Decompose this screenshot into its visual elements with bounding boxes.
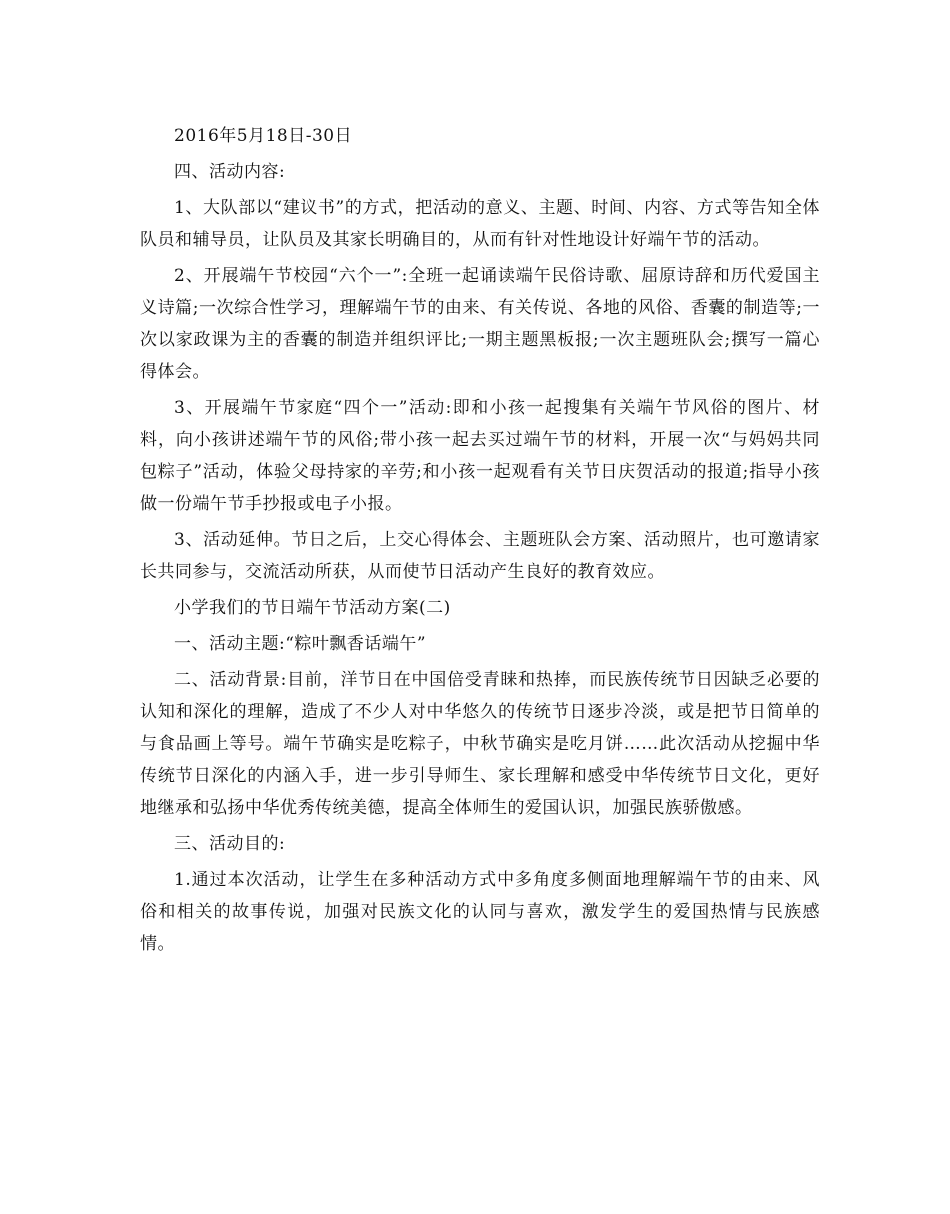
paragraph-item-3-extension: 3、活动延伸。节日之后，上交心得体会、主题班队会方案、活动照片，也可邀请家长共同参与，交流活动所获，从而使节日活动产生良好的教育效应。	[140, 530, 820, 582]
document-body	[140, 120, 820, 964]
paragraph-item-2: 2、开展端午节校园“六个一”:全班一起诵读端午民俗诗歌、屈原诗辞和历代爱国主义诗篇;一次综合性学习，理解端午节的由来、有关传说、各地的风俗、香囊的制造等;一次以家政课为主的香囊的制造并组织评比;一期主题黑板报;一次主题班队会;撰写一篇心得体会。	[140, 266, 820, 382]
document-subtitle: 小学我们的节日端午节活动方案(二)	[174, 598, 451, 618]
section-heading-activity-content: 四、活动内容:	[174, 162, 286, 182]
paragraph-purpose-1: 1.通过本次活动，让学生在多种活动方式中多角度多侧面地理解端午节的由来、风俗和相关的故事传说，加强对民族文化的认同与喜欢，激发学生的爱国热情与民族感情。	[140, 870, 820, 954]
paragraph-item-3: 3、开展端午节家庭“四个一”活动:即和小孩一起搜集有关端午节风俗的图片、材料，向小孩讲述端午节的风俗;带小孩一起去买过端午节的材料，开展一次“与妈妈共同包粽子”活动，体验父母持家的辛劳;和小孩一起观看有关节日庆贺活动的报道;指导小孩做一份端午节手抄报或电子小报。	[140, 398, 820, 514]
section-heading-purpose: 三、活动目的:	[174, 834, 286, 854]
paragraph-item-1: 1、大队部以“建议书”的方式，把活动的意义、主题、时间、内容、方式等告知全体队员和辅导员，让队员及其家长明确目的，从而有针对性地设计好端午节的活动。	[140, 198, 820, 250]
date-line: 2016年5月18日-30日	[174, 126, 353, 146]
paragraph-background: 二、活动背景:目前，洋节日在中国倍受青睐和热捧，而民族传统节日因缺乏必要的认知和深化的理解，造成了不少人对中华悠久的传统节日逐步冷淡，或是把节日简单的与食品画上等号。端午节确实是吃粽子，中秋节确实是吃月饼……此次活动从挖掘中华传统节日深化的内涵入手，进一步引导师生、家长理解和感受中华传统节日文化，更好地继承和弘扬中华优秀传统美德，提高全体师生的爱国认识，加强民族骄傲感。	[140, 670, 820, 818]
section-heading-theme: 一、活动主题:“粽叶飘香话端午”	[174, 634, 427, 654]
